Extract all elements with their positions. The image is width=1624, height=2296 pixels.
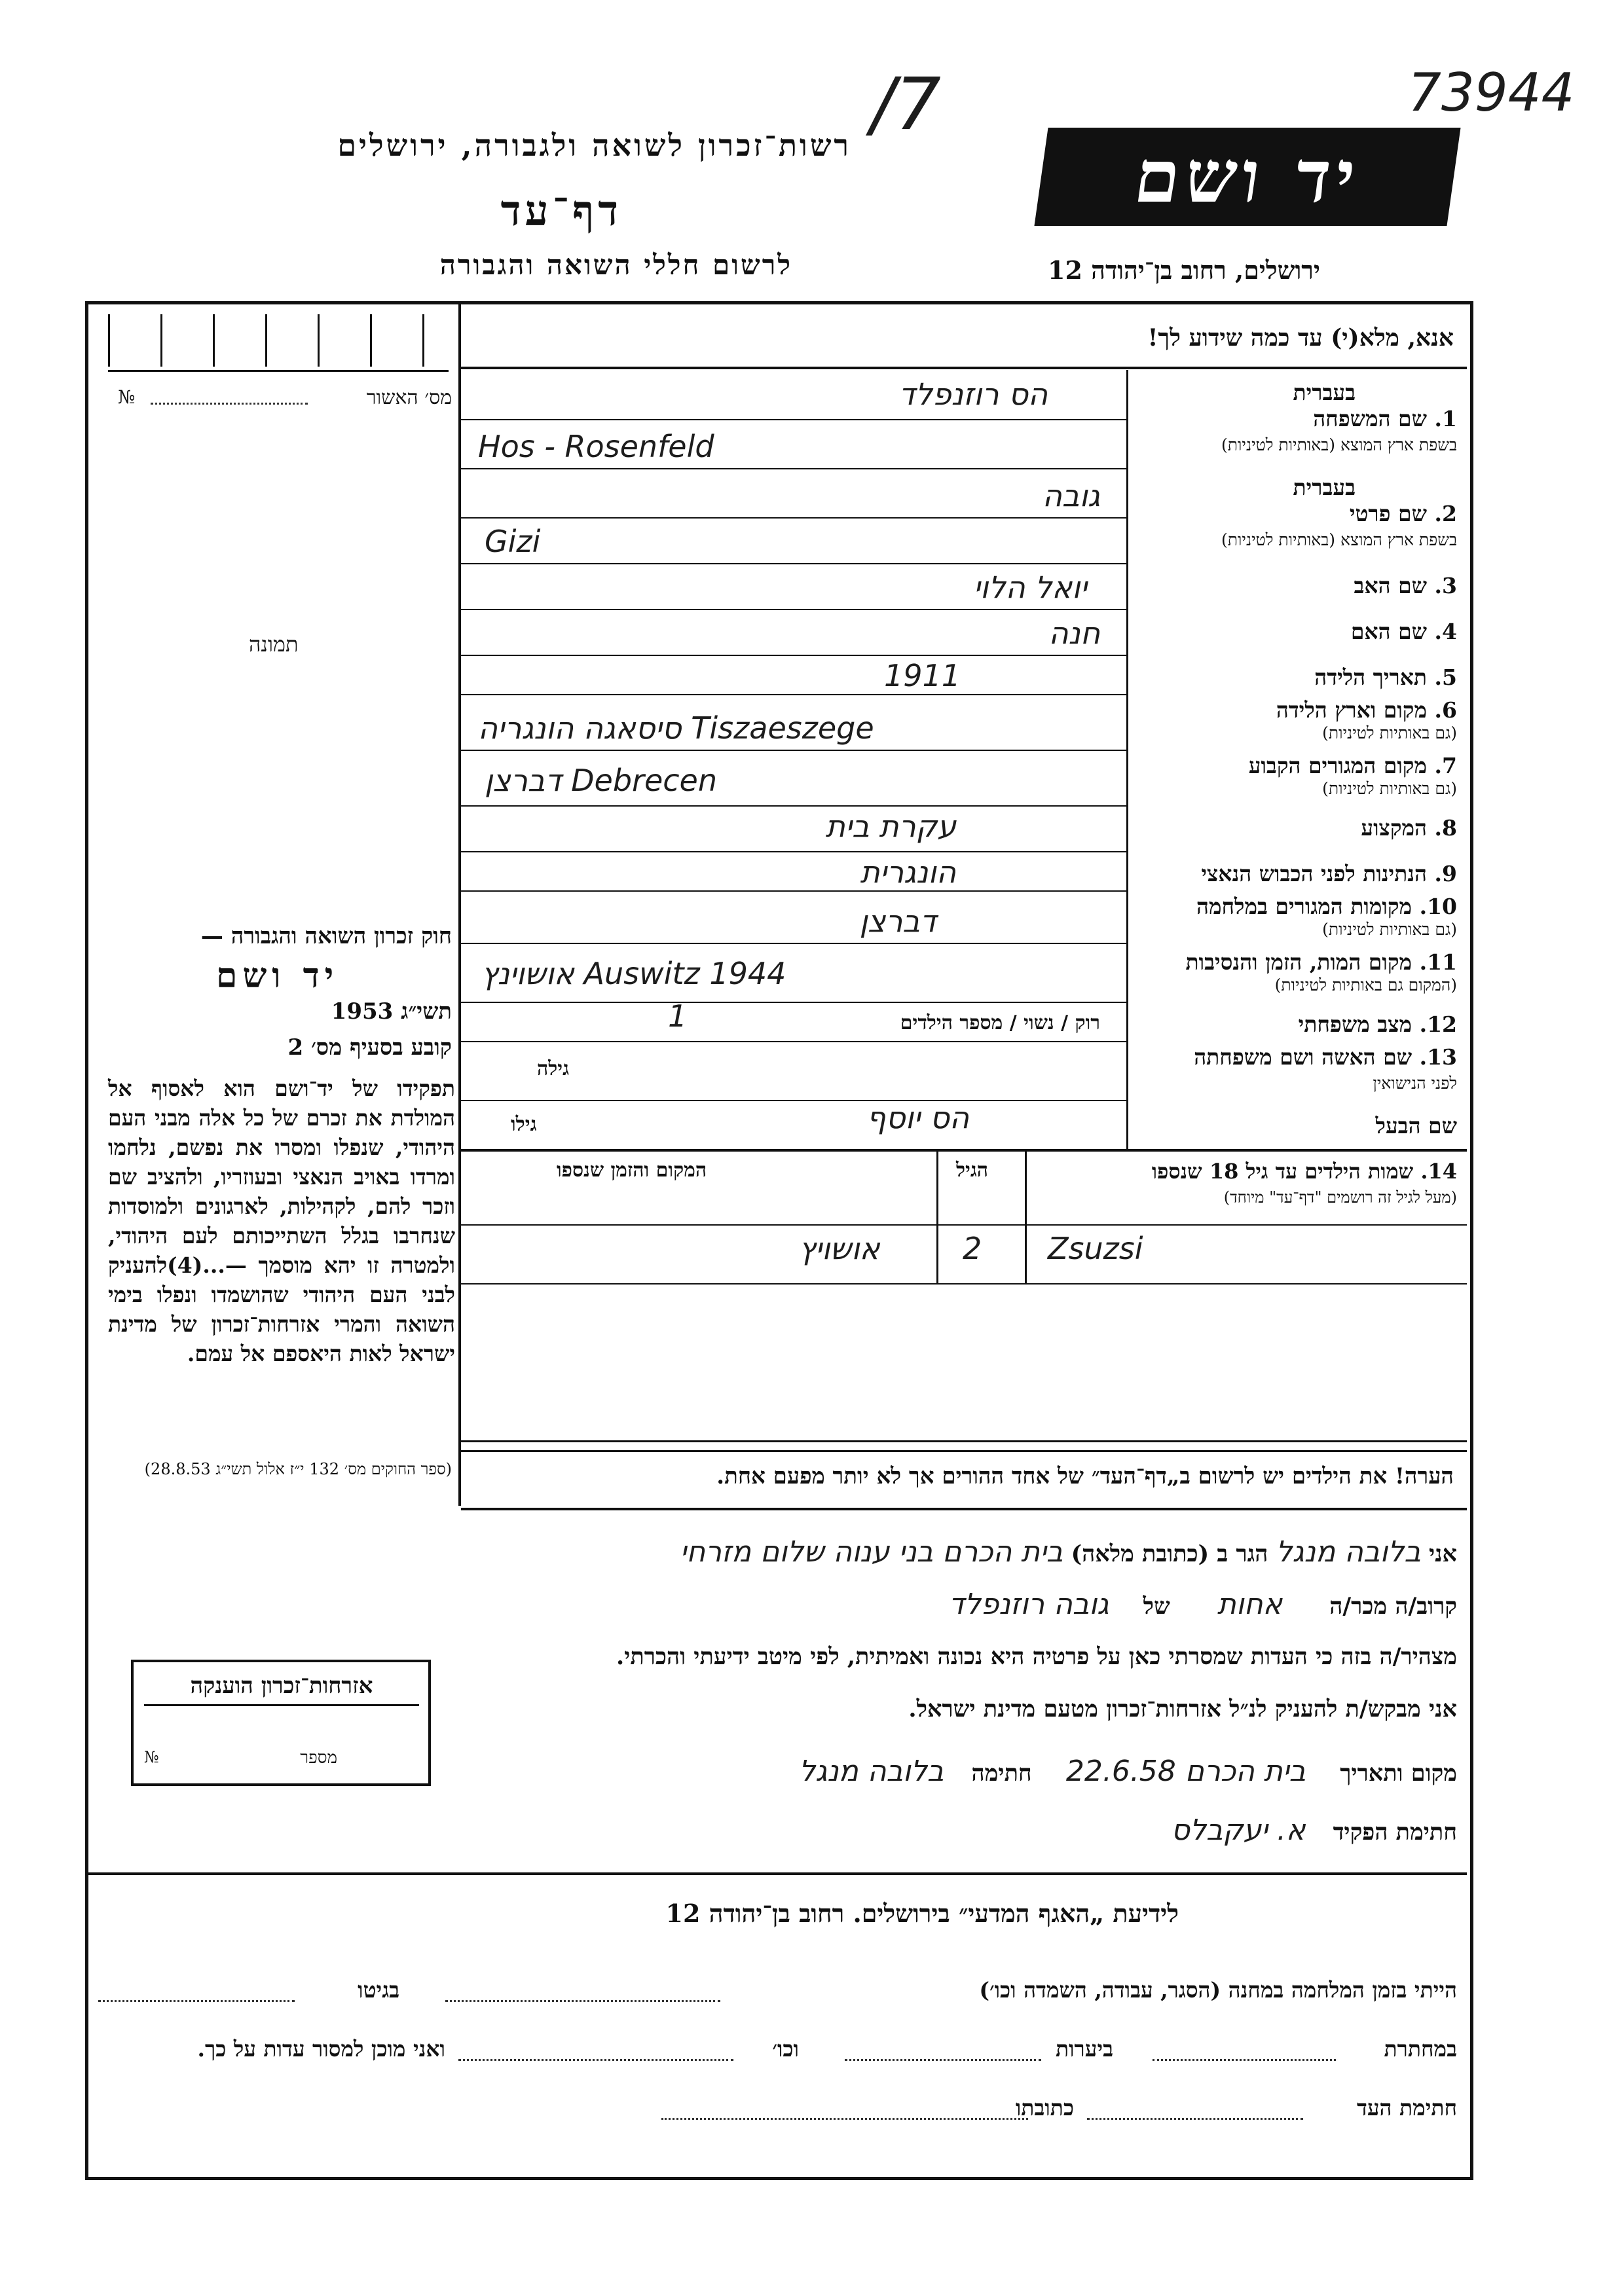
- field-9-value[interactable]: הונגרית: [860, 854, 956, 890]
- row-divider: [461, 609, 1126, 610]
- underground-field[interactable]: [1153, 2059, 1336, 2061]
- declarant-name[interactable]: בלובה מנגל: [1276, 1535, 1421, 1569]
- field-10-label: 10. מקומות המגורים במלחמה: [1196, 894, 1457, 919]
- declarant-address[interactable]: בית הכרם בני ענוה שלום מזרחי: [680, 1535, 1063, 1569]
- form-intro: אנא, מלא(י) עד כמה שידוע לך!: [1147, 324, 1454, 352]
- children-age-header: הגיל: [956, 1159, 989, 1182]
- field-6-value[interactable]: Tiszaeszege סיסאגה הונגריה: [478, 710, 874, 746]
- bottom-forests-label: ביערות: [1055, 2036, 1113, 2062]
- bottom-ghetto-label: בגיטו: [358, 1977, 399, 2003]
- field-2-label: 2. שם פרטי: [1349, 501, 1457, 526]
- field-3-label: 3. שם האב: [1354, 573, 1457, 598]
- row-divider: [461, 517, 1126, 519]
- row-divider: [461, 655, 1126, 656]
- signature-label: חתימה: [971, 1760, 1032, 1787]
- etc-field[interactable]: [458, 2059, 733, 2061]
- husband-name-value[interactable]: הס יוסף: [866, 1100, 969, 1135]
- declaration-line4: אני מבקש/ת להעניק לנ״ל אזרחות־זכרון מטעם מדינת ישראל.: [908, 1696, 1457, 1722]
- approval-box: [160, 314, 162, 367]
- law-title: חוק זכרון השואה והגבורה —: [200, 923, 452, 949]
- field-9-label: 9. הנתינות לפני הכבוש הנאצי: [1201, 861, 1457, 886]
- institution-address: ירושלים, רחוב בן־יהודה 12: [1048, 255, 1320, 285]
- field-1-value-latin[interactable]: Hos - Rosenfeld: [478, 429, 714, 464]
- field-2-value-hebrew[interactable]: גובה: [1042, 478, 1100, 513]
- field-10-value[interactable]: דברצן: [859, 903, 936, 939]
- approval-box: [318, 314, 320, 367]
- row-divider: [461, 750, 1126, 751]
- bottom-etc-label: וכו׳: [772, 2036, 799, 2062]
- hebrew-tag: בעברית: [1293, 475, 1356, 500]
- section-divider: [85, 1872, 1467, 1875]
- row-divider: [461, 943, 1126, 944]
- field-5-value[interactable]: 1911: [884, 658, 961, 693]
- children-label: 14. שמות הילדים עד גיל 18 שנספו: [1151, 1159, 1457, 1184]
- clerk-signature-label: חתימת הפקיד: [1333, 1819, 1457, 1846]
- memorial-citizenship-title: אזרחות־זכרון הוענקה: [144, 1673, 419, 1706]
- field-11-value[interactable]: Auswitz 1944 אושוינץ: [481, 956, 786, 991]
- row-divider: [461, 1283, 1467, 1285]
- approval-box: [370, 314, 372, 367]
- row-divider: [461, 805, 1126, 807]
- hebrew-tag: בעברית: [1293, 380, 1356, 405]
- relation-prefix: קרוב/ה מכר/ה: [1329, 1593, 1457, 1620]
- row-divider: [461, 1440, 1467, 1442]
- form-subtitle: לרשום חללי השואה והגבורה: [439, 249, 792, 281]
- camp-field[interactable]: [445, 2000, 720, 2002]
- yad-vashem-logo: יד ושם: [1034, 128, 1460, 226]
- institution-name: רשות־זכרון לשואה ולגבורה, ירושלים: [337, 128, 851, 163]
- children-place-header: המקום והזמן שנספו: [557, 1159, 707, 1182]
- law-section: קובע בסעיף מס׳ 2: [287, 1034, 452, 1061]
- approval-box: [108, 314, 110, 367]
- declarant-address-label: הגר ב (כתובת מלאה): [1071, 1540, 1268, 1567]
- clerk-signature-row: [1171, 1813, 1457, 1847]
- number-sign: №: [144, 1748, 159, 1766]
- witness-signature-field[interactable]: [1087, 2118, 1303, 2120]
- field-2-sub: בשפת ארץ המוצא (באותיות לטיניות): [1221, 530, 1457, 549]
- declaration-place-date: [799, 1755, 1457, 1788]
- row-divider: [461, 1224, 1467, 1226]
- victim-name[interactable]: גובה רוזנפלד: [948, 1588, 1109, 1621]
- law-yad-vashem: יד ושם: [216, 956, 339, 996]
- witness-address-field[interactable]: [661, 2118, 1028, 2120]
- field-12-label: 12. מצב משפחתי: [1298, 1011, 1457, 1037]
- approval-box: [265, 314, 267, 367]
- relation-of-label: של: [1143, 1593, 1170, 1620]
- witness-signature-label: חתימת העד: [1356, 2095, 1457, 2121]
- row-divider: [461, 1100, 1126, 1101]
- row-divider: [461, 1002, 1126, 1003]
- field-7-label: 7. מקום המגורים הקבוע: [1248, 753, 1457, 778]
- number-sign: №: [118, 386, 136, 408]
- children-sub: (מעל לגיל זה רושמים "דף־עד" מיוחד): [1223, 1188, 1457, 1207]
- child-name-value[interactable]: Zsuzsi: [1048, 1231, 1143, 1266]
- row-divider: [461, 694, 1126, 695]
- declaration-line2: [949, 1588, 1457, 1621]
- husband-age-label: גילו: [511, 1113, 537, 1136]
- field-1-value-hebrew[interactable]: הס רוזנפלד: [898, 376, 1048, 412]
- left-column-divider: [458, 301, 461, 1506]
- field-13-label: 13. שם האשה ושם משפחתה: [1194, 1044, 1457, 1070]
- child-place-value[interactable]: אושויץ: [799, 1231, 880, 1266]
- bottom-camp-label: הייתי בזמן המלחמה במחנה (הסגר, עבודה, השמדה וכו׳): [979, 1977, 1457, 2003]
- row-divider: [461, 419, 1126, 420]
- bottom-section-title: לידיעת „האגף המדעי״ בירושלים. רחוב בן־יהודה 12: [665, 1899, 1179, 1928]
- label-column-divider: [1126, 370, 1128, 1149]
- field-7-sub: (גם באותיות לטיניות): [1322, 779, 1457, 798]
- wife-age-label: גילה: [537, 1057, 570, 1080]
- field-8-value[interactable]: עקרת בית: [825, 809, 956, 844]
- field-11-label: 11. מקום המות, הזמן והנסיבות: [1185, 949, 1457, 975]
- bottom-testimony-label: ואני מוכן למסור עדות על כך.: [197, 2036, 445, 2062]
- field-10-sub: (גם באותיות לטיניות): [1322, 920, 1457, 939]
- marital-status-options[interactable]: רוק / נשוי / מספר הילדים: [900, 1011, 1100, 1034]
- place-date-value[interactable]: בית הכרם 22.6.58: [1065, 1755, 1306, 1788]
- approval-number-field[interactable]: [151, 403, 308, 405]
- field-1-label: 1. שם המשפחה: [1313, 406, 1457, 431]
- witness-address-label: כתובתו: [1015, 2095, 1074, 2121]
- field-13-sub: לפני הנישואין: [1373, 1074, 1457, 1093]
- field-11-sub: (המקום גם באותיות לטיניות): [1274, 975, 1457, 994]
- declaration-line1: [680, 1535, 1458, 1569]
- row-divider: [461, 563, 1126, 564]
- field-5-label: 5. תאריך הלידה: [1314, 665, 1457, 690]
- column-divider: [1025, 1149, 1027, 1283]
- field-7-value[interactable]: Debrecen דברצן: [485, 763, 718, 798]
- field-3-value[interactable]: יואל הלוי: [973, 570, 1087, 605]
- note-text: הערה! את הילדים יש לרשום ב„דף־העד״ של אחד ההורים אך לא יותר מפעם אחת.: [716, 1463, 1454, 1489]
- relation-value[interactable]: אחות: [1217, 1588, 1282, 1621]
- declarant-signature[interactable]: בלובה מנגל: [799, 1755, 944, 1788]
- field-4-value[interactable]: חנה: [1048, 615, 1100, 651]
- form-title: דף־עד: [500, 187, 622, 236]
- field-2-value-latin[interactable]: Gizi: [485, 524, 541, 559]
- forests-field[interactable]: [845, 2059, 1041, 2061]
- approval-boxes: [108, 314, 449, 372]
- handwritten-slash-mark: /7: [871, 62, 942, 146]
- column-divider: [936, 1149, 938, 1283]
- row-divider: [461, 1149, 1467, 1152]
- approval-box: [422, 314, 424, 367]
- clerk-signature[interactable]: א. יעקבלס: [1171, 1813, 1306, 1847]
- row-divider: [461, 851, 1126, 852]
- row-divider: [461, 367, 1467, 369]
- row-divider: [461, 468, 1126, 469]
- husband-name-label: שם הבעל: [1375, 1113, 1457, 1139]
- ghetto-field[interactable]: [98, 2000, 295, 2002]
- law-text: תפקידו של יד־ושם הוא לאסוף אל המולדת את זכרם של כל אלה מבני העם היהודי, שנפלו ומסרו את נפשם, נלחמו ומרדו באויב הנאצי ובעוזריו, ולהציב שם וזכר להם, לקהילות, לארגונים ולמוסדות שנחרבו בגלל השתייכותם לעם היהודי, ולמטרה זו יהא מוסמך —...(4)להעניק לבני העם היהודי שהושמדו ונפלו בימי השואה והמרי אזרחות־זכרון של מדינת ישראל לאות היאספם אל עמם.: [108, 1076, 455, 1366]
- children-count-value[interactable]: 1: [668, 998, 688, 1034]
- declaration-line3: מצהיר/ה בזה כי העדות שמסרתי כאן על פרטיה היא נכונה ואמיתית, לפי מיטב ידיעתי והכרתי.: [616, 1643, 1457, 1670]
- field-1-sub: בשפת ארץ המוצא (באותיות לטיניות): [1221, 435, 1457, 454]
- approval-box: [213, 314, 215, 367]
- place-date-label: מקום ותאריך: [1340, 1760, 1457, 1787]
- field-6-label: 6. מקום וארץ הלידה: [1276, 697, 1457, 723]
- bottom-underground-label: במחתרת: [1384, 2036, 1457, 2062]
- law-citation: (ספר החוקים מס׳ 132 י״ז אלול תשי״ג 28.8.53): [144, 1460, 452, 1478]
- certificate-number-label: מספר: [300, 1748, 337, 1768]
- field-4-label: 4. שם האם: [1350, 619, 1457, 644]
- field-8-label: 8. המקצוע: [1361, 815, 1457, 841]
- field-6-sub: (גם באותיות לטיניות): [1322, 723, 1457, 742]
- law-year: תשי״ג 1953: [331, 998, 452, 1025]
- declarant-prefix: אני: [1428, 1540, 1457, 1567]
- handwritten-file-number: 73944: [1408, 62, 1575, 123]
- photo-placeholder-label: תמונה: [249, 632, 299, 657]
- row-divider: [461, 890, 1126, 892]
- approval-number-label: מס׳ האשור: [366, 386, 452, 409]
- child-age-value[interactable]: 2: [963, 1231, 982, 1266]
- row-divider: [461, 1041, 1126, 1042]
